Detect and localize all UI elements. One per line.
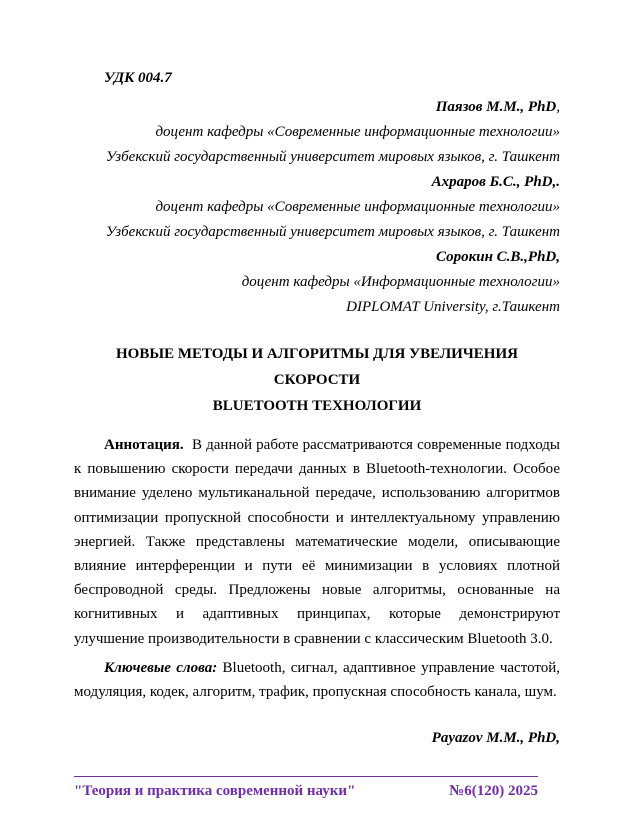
author-1-name-line [436, 99, 560, 116]
author-1-name-suffix: , [556, 99, 560, 115]
keywords-text: Bluetooth, сигнал, адаптивное управление частотой, модуляция, кодек, алгоритм, трафик, пропускная способность канала, шум. [74, 660, 561, 701]
author-2-name: Ахраров Б.С., PhD,. [431, 174, 560, 190]
keywords-label: Ключевые слова: [104, 660, 218, 676]
udk-code: УДК 004.7 [104, 70, 172, 86]
footer-journal-name: "Теория и практика современной науки" [74, 783, 356, 799]
abstract-label: Аннотация. [104, 437, 184, 453]
author-1-name: Паязов М.М., PhD [435, 99, 557, 115]
title-line-3: BLUETOOTH ТЕХНОЛОГИИ [212, 398, 422, 414]
author-1-affiliation: Узбекский государственный университет мировых языков, г. Ташкент [105, 149, 560, 165]
title-line-2: СКОРОСТИ [273, 372, 361, 388]
english-author-name: Payazov M.M., PhD, [431, 730, 560, 746]
author-3-position: доцент кафедры «Информационные технологии» [241, 274, 560, 290]
keywords-paragraph [74, 656, 560, 704]
author-3-affiliation: DIPLOMAT University, г.Ташкент [346, 299, 560, 315]
abstract-paragraph [74, 433, 560, 651]
author-1-position: доцент кафедры «Современные информационные технологии» [155, 124, 560, 140]
author-2-affiliation: Узбекский государственный университет мировых языков, г. Ташкент [105, 224, 560, 240]
title-line-1: НОВЫЕ МЕТОДЫ И АЛГОРИТМЫ ДЛЯ УВЕЛИЧЕНИЯ [116, 346, 518, 362]
abstract-text: В данной работе рассматриваются современные подходы к повышению скорости передачи данных в Bluetooth-технологии. Особое внимание уделено мультиканальной передаче, использованию алгоритмов оптимизации пропускной способности и интеллектуальному управлению энергией. Также представлены математические модели, описывающие влияние интерференции и пути её минимизации в условиях плотной беспроводной среды. Предложены новые алгоритмы, основанные на когнитивных и адаптивных принципах, которые демонстрируют улучшение производительности в сравнении с классическим Bluetooth 3.0. [74, 437, 561, 647]
author-3-name: Сорокин С.В.,PhD, [436, 249, 560, 265]
footer-issue-number: №6(120) 2025 [449, 783, 538, 799]
footer-divider [74, 776, 538, 777]
author-2-position: доцент кафедры «Современные информационные технологии» [155, 199, 560, 215]
